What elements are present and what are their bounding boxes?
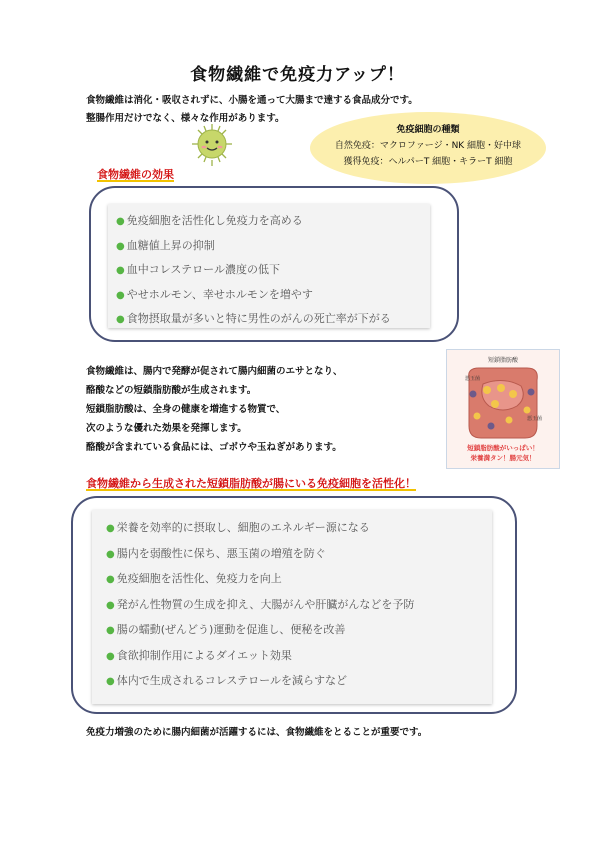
bullet-icon: ● bbox=[106, 523, 115, 534]
bullet-icon: ● bbox=[106, 574, 115, 585]
illustration-caption: 栄養満タン！腸元気！ bbox=[470, 454, 536, 462]
list-item: ● 栄養を効率的に摂取し、細胞のエネルギー源になる bbox=[106, 521, 370, 534]
illustration-label: 悪玉菌 bbox=[465, 376, 481, 382]
immune-types-line: 獲得免疫：ヘルパーT 細胞・キラーT 細胞 bbox=[343, 157, 513, 167]
body-line: 次のような優れた効果を発揮します。 bbox=[86, 423, 247, 434]
list-item: ● 血中コレステロール濃度の低下 bbox=[116, 263, 280, 276]
list-item: ● 食欲抑制作用によるダイエット効果 bbox=[106, 648, 292, 662]
bullet-icon: ● bbox=[106, 625, 115, 636]
scfa-list bbox=[92, 510, 492, 695]
list-item: ● 発がん性物質の生成を抑え、大腸がんや肝臓がんなどを予防 bbox=[106, 597, 415, 611]
body-line: 酪酸などの短鎖脂肪酸が生成されます。 bbox=[86, 385, 257, 396]
footer-text: 免疫力増強のために腸内細菌が活躍するには、食物繊維をとることが重要です。 bbox=[86, 727, 428, 738]
gut-illustration bbox=[446, 349, 560, 469]
effects-panel bbox=[108, 204, 430, 328]
intro-line: 整腸作用だけでなく、様々な作用があります。 bbox=[86, 113, 285, 124]
list-item: ● 血糖値上昇の抑制 bbox=[116, 238, 215, 252]
list-item: ● 免疫細胞を活性化し免疫力を高める bbox=[116, 214, 303, 227]
illustration-label: 悪玉菌 bbox=[527, 416, 543, 422]
effects-list bbox=[108, 204, 430, 332]
bullet-icon: ● bbox=[106, 548, 115, 560]
illustration-label: 短鎖脂肪酸 bbox=[487, 357, 519, 364]
body-line: 短鎖脂肪酸は、全身の健康を増進する物質で、 bbox=[86, 404, 286, 415]
immune-types-title: 免疫細胞の種類 bbox=[396, 125, 460, 135]
fiber-mascot-icon bbox=[190, 122, 234, 168]
section2-heading: 食物繊維から生成された短鎖脂肪酸が腸にいる免疫細胞を活性化！ bbox=[86, 477, 416, 490]
list-item: ● 体内で生成されるコレステロールを減らすなど bbox=[106, 674, 347, 687]
immune-types-line: 自然免疫：マクロファージ・NK 細胞・好中球 bbox=[334, 141, 522, 151]
list-item: ● 腸の蠕動(ぜんどう)運動を促進し、便秘を改善 bbox=[106, 623, 346, 636]
middle-text bbox=[86, 362, 343, 457]
list-item: ● 免疫細胞を活性化、免疫力を向上 bbox=[106, 572, 282, 585]
bullet-icon: ● bbox=[116, 240, 125, 252]
page-title: 食物繊維で免疫力アップ！ bbox=[190, 65, 405, 85]
bullet-icon: ● bbox=[106, 676, 115, 687]
bullet-icon: ● bbox=[116, 314, 125, 325]
bullet-icon: ● bbox=[106, 650, 115, 662]
list-item: ● 食物摂取量が多いと特に男性のがんの死亡率が下がる bbox=[116, 312, 391, 325]
bullet-icon: ● bbox=[116, 265, 125, 276]
body-line: 食物繊維は、腸内で発酵が促されて腸内細菌のエサとなり、 bbox=[86, 366, 343, 377]
scfa-panel bbox=[92, 510, 492, 704]
intro-line: 食物繊維は消化・吸収されずに、小腸を通って大腸まで達する食品成分です。 bbox=[86, 95, 418, 106]
body-line: 酪酸が含まれている食品には、ゴボウや玉ねぎがあります。 bbox=[86, 442, 342, 453]
illustration-caption: 短鎖脂肪酸がいっぱい！ bbox=[467, 444, 539, 452]
list-item: ● 腸内を弱酸性に保ち、悪玉菌の増殖を防ぐ bbox=[106, 546, 326, 560]
bullet-icon: ● bbox=[116, 289, 125, 301]
section1-heading: 食物繊維の効果 bbox=[97, 168, 174, 181]
immune-types-text bbox=[310, 122, 546, 170]
bullet-icon: ● bbox=[106, 599, 115, 611]
intestine-icon bbox=[447, 350, 559, 468]
list-item: ● やせホルモン、幸せホルモンを増やす bbox=[116, 287, 313, 301]
bullet-icon: ● bbox=[116, 216, 125, 227]
